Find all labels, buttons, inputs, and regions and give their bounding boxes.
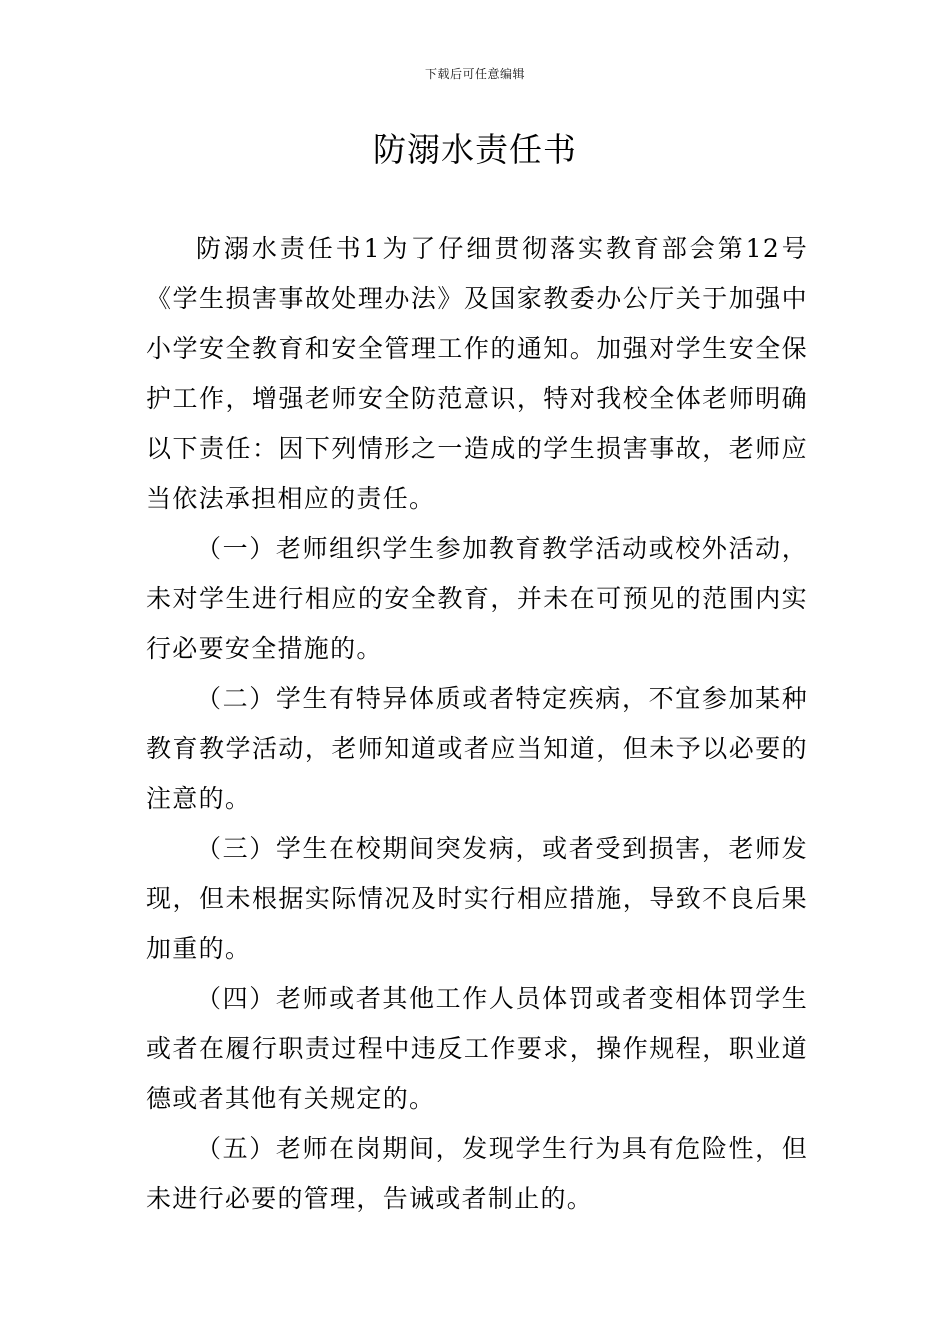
paragraph-intro: 防溺水责任书1为了仔细贯彻落实教育部会第12号《学生损害事故处理办法》及国家教委办公厅关于加强中小学安全教育和安全管理工作的通知。加强对学生安全保护工作，增强老师安全防范意识，特对我校全体老师明确以下责任：因下列情形之一造成的学生损害事故，老师应当依法承担相应的责任。 bbox=[146, 234, 808, 513]
paragraph-item-5: （五）老师在岗期间，发现学生行为具有危险性，但未进行必要的管理，告诫或者制止的。 bbox=[146, 1134, 808, 1213]
document-body bbox=[146, 224, 808, 1224]
document-title: 防溺水责任书 bbox=[373, 130, 577, 169]
paragraph-item-2: （二）学生有特异体质或者特定疾病，不宜参加某种教育教学活动，老师知道或者应当知道，但未予以必要的注意的。 bbox=[146, 684, 808, 813]
paragraph-item-4: （四）老师或者其他工作人员体罚或者变相体罚学生或者在履行职责过程中违反工作要求，操作规程，职业道德或者其他有关规定的。 bbox=[146, 984, 808, 1113]
download-note: 下载后可任意编辑 bbox=[424, 67, 525, 81]
paragraph-item-1: （一）老师组织学生参加教育教学活动或校外活动，未对学生进行相应的安全教育，并未在可预见的范围内实行必要安全措施的。 bbox=[146, 534, 808, 663]
paragraph-item-3: （三）学生在校期间突发病，或者受到损害，老师发现，但未根据实际情况及时实行相应措施，导致不良后果加重的。 bbox=[146, 834, 808, 963]
